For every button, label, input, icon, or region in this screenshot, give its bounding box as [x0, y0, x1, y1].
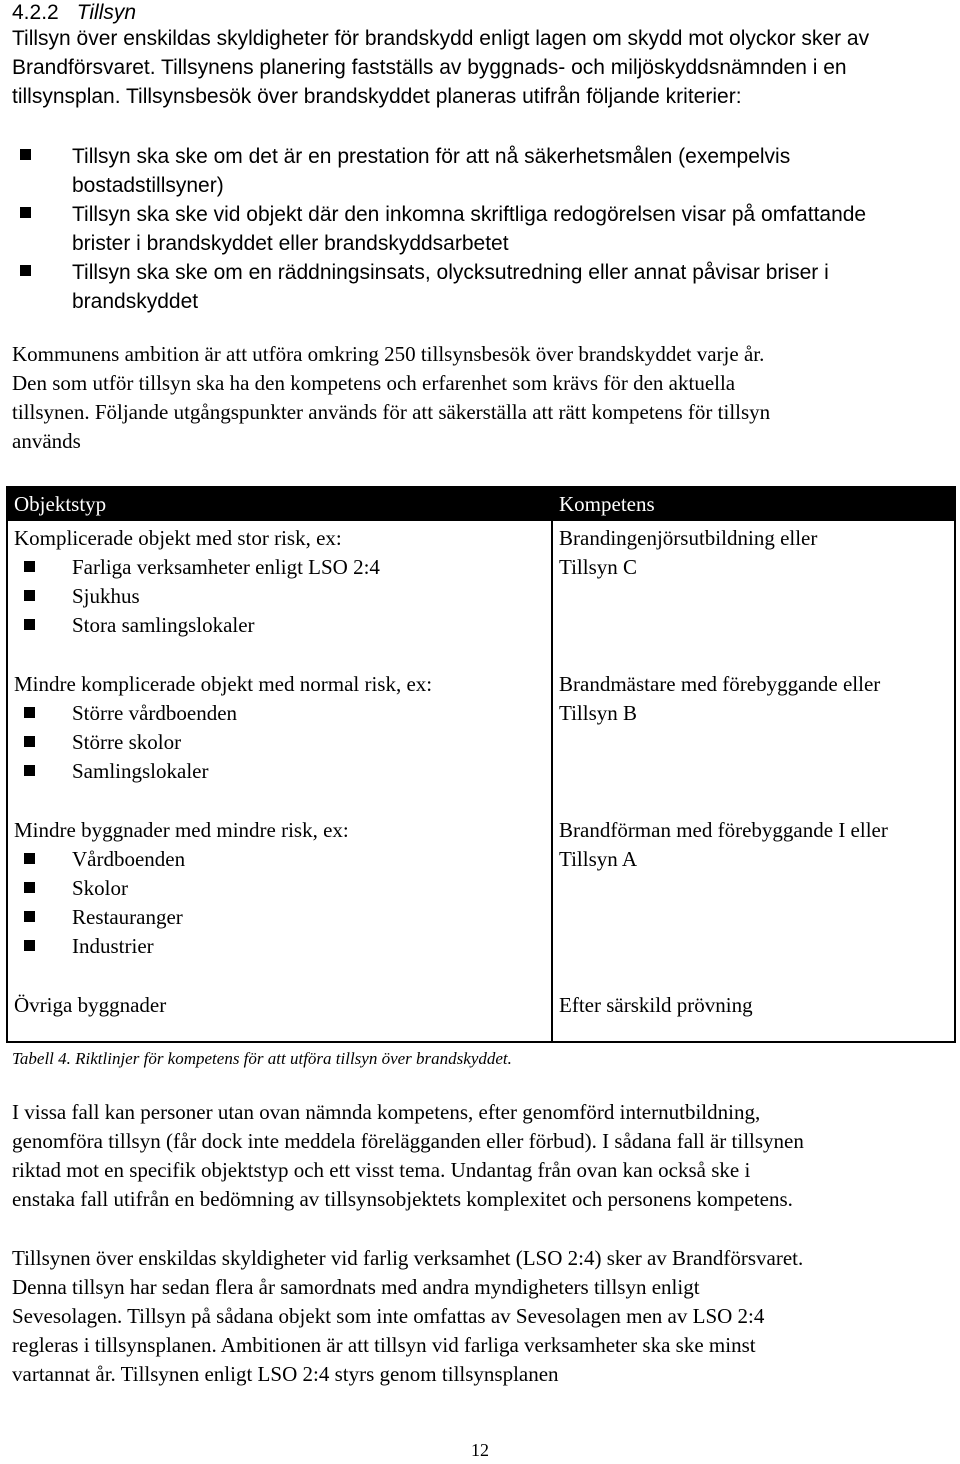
objekt-label: Mindre komplicerade objekt med normal risk, ex:	[14, 672, 433, 696]
ambition-paragraph	[12, 340, 952, 456]
list-item-text: Skolor	[72, 876, 129, 900]
list-item-text: Vårdboenden	[72, 847, 186, 871]
list-item-text: Industrier	[72, 934, 154, 958]
table-row	[7, 813, 955, 988]
paragraph-line: används	[12, 429, 81, 453]
criteria-text: bostadstillsyner)	[72, 174, 224, 197]
square-bullet-icon	[20, 265, 31, 276]
square-bullet-icon	[24, 561, 35, 572]
paragraph-line: riktad mot en specifik objektstyp och ett visst tema. Undantag från ovan kan också ske i	[12, 1158, 751, 1182]
kompetens-cell	[552, 988, 955, 1042]
list-item	[14, 903, 545, 932]
square-bullet-icon	[24, 911, 35, 922]
table-row	[7, 667, 955, 813]
kompetens-cell	[552, 813, 955, 988]
table-header-row	[7, 487, 955, 520]
list-item-text: Större vårdboenden	[72, 701, 238, 725]
paragraph-line: Kommunens ambition är att utföra omkring 250 tillsynsbesök över brandskyddet varje år.	[12, 342, 765, 366]
page-number: 12	[471, 1440, 489, 1460]
criteria-list	[12, 142, 942, 316]
intro-line: tillsynsplan. Tillsynsbesök över brandskyddet planeras utifrån följande kriterier:	[12, 85, 742, 108]
list-item	[14, 728, 545, 757]
list-item	[14, 611, 545, 640]
square-bullet-icon	[24, 707, 35, 718]
square-bullet-icon	[24, 619, 35, 630]
objekt-list	[14, 553, 545, 640]
exceptions-paragraph	[12, 1098, 952, 1214]
paragraph-line: I vissa fall kan personer utan ovan nämnda kompetens, efter genomförd internutbildning,	[12, 1100, 761, 1124]
paragraph-line: tillsynen. Följande utgångspunkter används för att säkerställa att rätt kompetens för tillsyn	[12, 400, 771, 424]
list-item	[14, 553, 545, 582]
criteria-item	[12, 200, 942, 258]
criteria-text: Tillsyn ska ske vid objekt där den inkomna skriftliga redogörelsen visar på omfattande	[72, 203, 867, 226]
table-caption: Tabell 4. Riktlinjer för kompetens för att utföra tillsyn över brandskyddet.	[12, 1049, 512, 1068]
kompetens-text: Brandingenjörsutbildning eller	[559, 526, 818, 550]
kompetens-cell	[552, 520, 955, 667]
lso-paragraph	[12, 1244, 952, 1389]
square-bullet-icon	[24, 736, 35, 747]
paragraph-line: Denna tillsyn har sedan flera år samordnats med andra myndigheters tillsyn enligt	[12, 1275, 700, 1299]
header-kompetens: Kompetens	[552, 487, 955, 520]
kompetens-text: Efter särskild prövning	[559, 993, 753, 1017]
kompetens-text: Tillsyn A	[559, 847, 638, 871]
kompetens-cell	[552, 667, 955, 813]
intro-paragraph	[12, 24, 952, 111]
header-objektstyp: Objektstyp	[7, 487, 552, 520]
list-item	[14, 582, 545, 611]
criteria-text: Tillsyn ska ske om en räddningsinsats, olycksutredning eller annat påvisar briser i	[72, 261, 829, 284]
intro-line: Tillsyn över enskildas skyldigheter för brandskydd enligt lagen om skydd mot olyckor sker av	[12, 27, 870, 50]
list-item-text: Farliga verksamheter enligt LSO 2:4	[72, 555, 380, 579]
square-bullet-icon	[20, 207, 31, 218]
section-number: 4.2.2	[12, 1, 59, 24]
objekt-cell	[7, 988, 552, 1042]
list-item	[14, 845, 545, 874]
objekt-cell	[7, 813, 552, 988]
objekt-label: Övriga byggnader	[14, 993, 167, 1017]
criteria-item	[12, 258, 942, 316]
kompetens-text: Brandmästare med förebyggande eller	[559, 672, 881, 696]
kompetens-text: Tillsyn B	[559, 701, 638, 725]
kompetens-text: Tillsyn C	[559, 555, 638, 579]
list-item	[14, 699, 545, 728]
table-row	[7, 520, 955, 667]
square-bullet-icon	[24, 853, 35, 864]
paragraph-line: vartannat år. Tillsynen enligt LSO 2:4 styrs genom tillsynsplanen	[12, 1362, 559, 1386]
criteria-text: brandskyddet	[72, 290, 199, 313]
list-item-text: Samlingslokaler	[72, 759, 209, 783]
section-heading	[12, 0, 136, 26]
objekt-cell	[7, 520, 552, 667]
square-bullet-icon	[24, 590, 35, 601]
square-bullet-icon	[24, 765, 35, 776]
square-bullet-icon	[20, 149, 31, 160]
list-item	[14, 874, 545, 903]
criteria-text: Tillsyn ska ske om det är en prestation för att nå säkerhetsmålen (exempelvis	[72, 145, 791, 168]
objekt-cell	[7, 667, 552, 813]
list-item	[14, 932, 545, 961]
paragraph-line: enstaka fall utifrån en bedömning av tillsynsobjektets komplexitet och personens kompetens.	[12, 1187, 793, 1211]
table-row	[7, 988, 955, 1042]
list-item	[14, 757, 545, 786]
list-item-text: Restauranger	[72, 905, 183, 929]
objekt-label: Mindre byggnader med mindre risk, ex:	[14, 818, 349, 842]
paragraph-line: genomföra tillsyn (får dock inte meddela förelägganden eller förbud). I sådana fall är tillsynen	[12, 1129, 804, 1153]
paragraph-line: Tillsynen över enskildas skyldigheter vid farlig verksamhet (LSO 2:4) sker av Brandförsvaret.	[12, 1246, 804, 1270]
criteria-item	[12, 142, 942, 200]
square-bullet-icon	[24, 940, 35, 951]
paragraph-line: Sevesolagen. Tillsyn på sådana objekt som inte omfattas av Sevesolagen men av LSO 2:4	[12, 1304, 765, 1328]
section-title: Tillsyn	[76, 1, 137, 24]
objekt-list	[14, 845, 545, 961]
competence-table	[6, 486, 956, 1043]
paragraph-line: regleras i tillsynsplanen. Ambitionen är att tillsyn vid farliga verksamheter ska ske minst	[12, 1333, 756, 1357]
list-item-text: Stora samlingslokaler	[72, 613, 255, 637]
kompetens-text: Brandförman med förebyggande I eller	[559, 818, 888, 842]
objekt-list	[14, 699, 545, 786]
objekt-label: Komplicerade objekt med stor risk, ex:	[14, 526, 342, 550]
list-item-text: Större skolor	[72, 730, 182, 754]
intro-line: Brandförsvaret. Tillsynens planering fastställs av byggnads- och miljöskyddsnämnden i en	[12, 56, 847, 79]
square-bullet-icon	[24, 882, 35, 893]
list-item-text: Sjukhus	[72, 584, 140, 608]
paragraph-line: Den som utför tillsyn ska ha den kompetens och erfarenhet som krävs för den aktuella	[12, 371, 736, 395]
criteria-text: brister i brandskyddet eller brandskyddsarbetet	[72, 232, 509, 255]
